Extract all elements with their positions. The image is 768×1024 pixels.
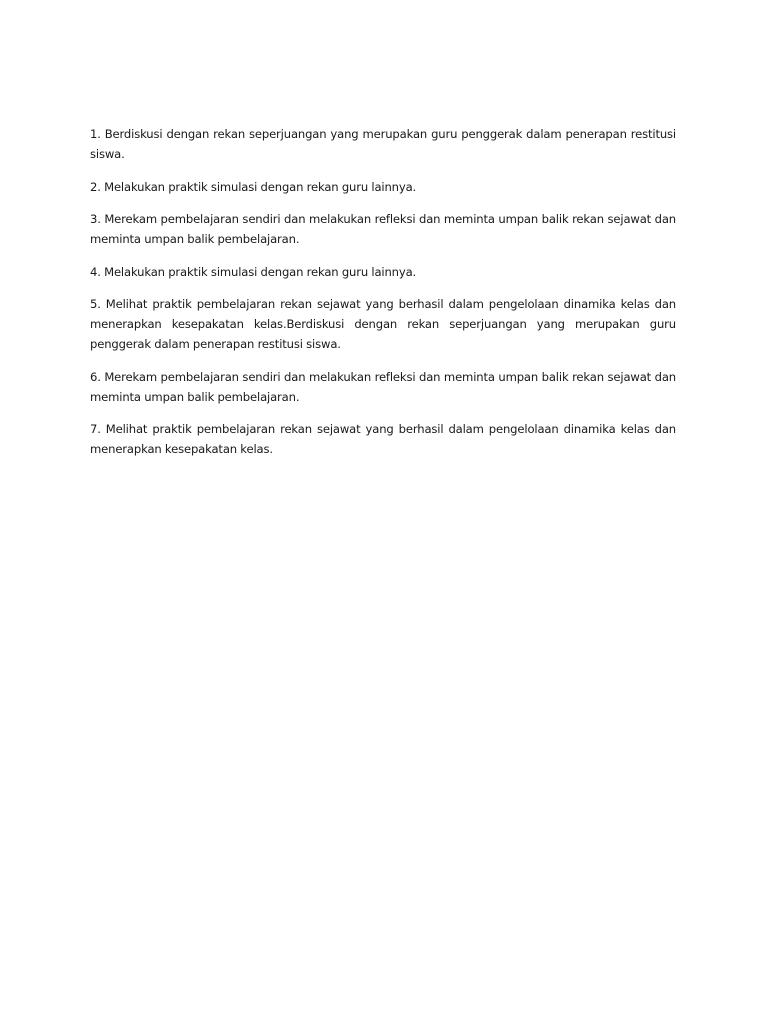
paragraph-6: 6. Merekam pembelajaran sendiri dan melakukan refleksi dan meminta umpan balik rekan sejawat dan meminta umpan balik pembelajaran. xyxy=(90,369,676,404)
paragraph-5: 5. Melihat praktik pembelajaran rekan sejawat yang berhasil dalam pengelolaan dinamika kelas dan menerapkan kesepakatan kelas.Berdiskusi dengan rekan seperjuangan yang merupakan guru penggerak dalam penerapan restitusi siswa. xyxy=(90,297,676,351)
paragraph-2: 2. Melakukan praktik simulasi dengan rekan guru lainnya. xyxy=(90,179,417,194)
document-body xyxy=(90,124,676,472)
paragraph-7: 7. Melihat praktik pembelajaran rekan sejawat yang berhasil dalam pengelolaan dinamika kelas dan menerapkan kesepakatan kelas. xyxy=(90,422,676,456)
paragraph-3: 3. Merekam pembelajaran sendiri dan melakukan refleksi dan meminta umpan balik rekan sejawat dan meminta umpan balik pembelajaran. xyxy=(90,212,676,246)
paragraph-1: 1. Berdiskusi dengan rekan seperjuangan yang merupakan guru penggerak dalam penerapan restitusi siswa. xyxy=(90,127,676,161)
paragraph-4: 4. Melakukan praktik simulasi dengan rekan guru lainnya. xyxy=(90,264,417,279)
